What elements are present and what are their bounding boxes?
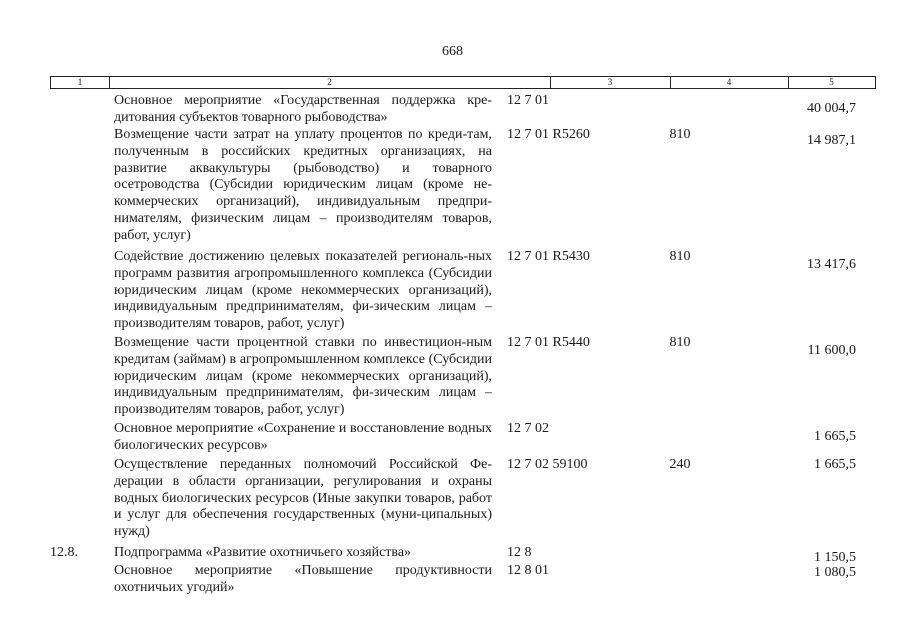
- row-name: Основное мероприятие «Сохранение и восстановление водных биологических ресурсов»: [114, 421, 492, 453]
- row-code: 12 7 01 R5430: [507, 249, 590, 264]
- row-sum: 1 665,5: [814, 429, 856, 444]
- row-kvr: 810: [669, 127, 691, 142]
- row-code: 12 7 01 R5260: [507, 127, 590, 142]
- row-name: Возмещение части затрат на уплату процентов по креди-там, полученным в российских кредитных организациях, на развитие аквакультуры (рыбоводство) и товарного осетроводства (Субсидии юридическим лицам (кроме не-коммерческих организаций), индивидуальным предпри-нимателям, физическим лицам – производителям товаров, работ, услуг): [114, 127, 492, 243]
- row-sum: 13 417,6: [807, 257, 856, 272]
- row-code: 12 7 01 R5440: [507, 335, 590, 350]
- row-kvr: 810: [669, 335, 691, 350]
- row-kvr: 810: [669, 249, 691, 264]
- row-number: 12.8.: [50, 545, 78, 560]
- row-name: Основное мероприятие «Повышение продуктивности охотничьих угодий»: [114, 563, 492, 595]
- header-col-1: 1: [51, 77, 110, 88]
- row-code: 12 8 01: [507, 563, 549, 578]
- row-code: 12 7 01: [507, 93, 549, 108]
- row-sum: 1 150,5: [814, 550, 856, 565]
- row-name: Осуществление переданных полномочий Российской Фе-дерации в области организации, регулирования и охраны водных биологических ресурсов (Иные закупки товаров, работ и услуг для обеспечения государственных (муни-ципальных) нужд): [114, 457, 492, 540]
- row-sum: 11 600,0: [807, 343, 856, 358]
- row-code: 12 8: [507, 545, 532, 560]
- header-col-4: 4: [670, 77, 789, 88]
- row-sum: 1 080,5: [814, 565, 856, 580]
- header-col-2: 2: [109, 77, 551, 88]
- row-name: Возмещение части процентной ставки по инвестицион-ным кредитам (займам) в агропромышленном комплексе (Субсидии юридическим лицам (кроме некоммерческих организаций), индивидуальным предпринимателям, фи-зическим лицам – производителям товаров, работ, услуг): [114, 335, 492, 418]
- row-code: 12 7 02: [507, 421, 549, 436]
- row-sum: 14 987,1: [807, 133, 856, 148]
- row-kvr: 240: [669, 457, 691, 472]
- header-col-3: 3: [550, 77, 671, 88]
- page-number: 668: [442, 44, 463, 59]
- row-code: 12 7 02 59100: [507, 457, 588, 472]
- table-header: [50, 76, 876, 89]
- row-name: Основное мероприятие «Государственная поддержка кре-дитования субъектов товарного рыбоводства»: [114, 93, 492, 125]
- row-sum: 1 665,5: [814, 457, 856, 472]
- row-name: Содействие достижению целевых показателей региональ-ных программ развития агропромышленного комплекса (Субсидии юридическим лицам (кроме некоммерческих организаций), индивидуальным предпринимателям, фи-зическим лицам – производителям товаров, работ, услуг): [114, 249, 492, 332]
- row-sum: 40 004,7: [807, 101, 856, 116]
- header-col-5: 5: [829, 77, 834, 87]
- row-name: Подпрограмма «Развитие охотничьего хозяйства»: [114, 545, 412, 560]
